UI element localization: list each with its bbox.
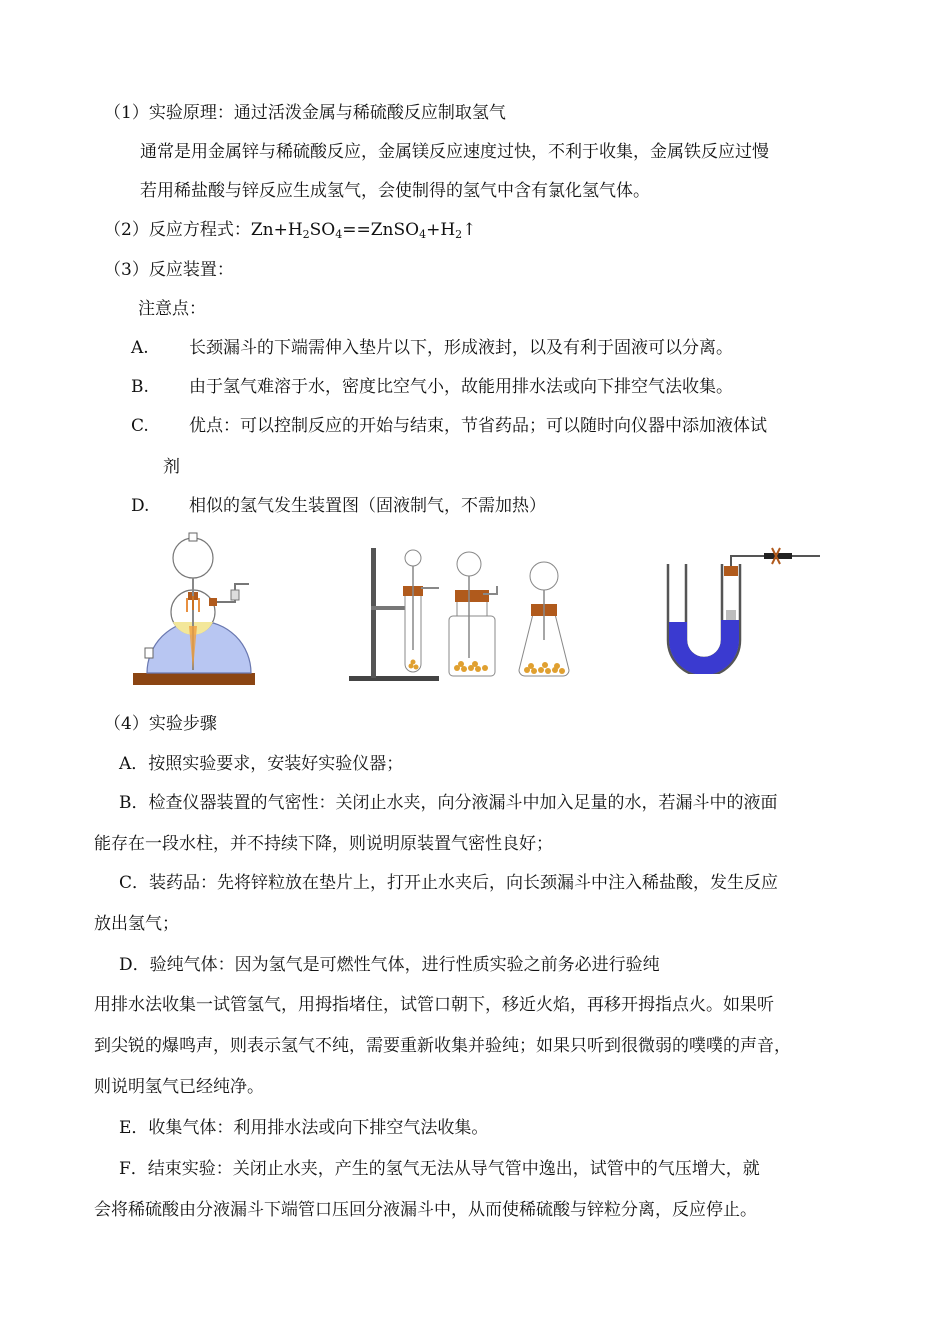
wooden-base — [133, 673, 255, 685]
tap — [231, 590, 239, 600]
notes-heading: 注意点： — [138, 299, 206, 319]
bottle-stopper — [455, 590, 489, 602]
u-tube-stopper — [724, 566, 738, 576]
u-tube-figure — [660, 544, 830, 674]
kipp-generator-figure — [125, 530, 265, 690]
apparatus-heading: （3）反应装置： — [104, 260, 234, 280]
principle-heading: （1）实验原理：通过活泼金属与稀硫酸反应制取氢气 — [104, 103, 506, 123]
note-c: C. 优点：可以控制反应的开始与结束，节省药品；可以随时向仪器中添加液体试 — [131, 416, 767, 436]
step-d-line-4: 则说明氢气已经纯净。 — [94, 1077, 264, 1097]
principle-line-2: 若用稀盐酸与锌反应生成氢气，会使制得的氢气中含有氯化氢气体。 — [140, 181, 650, 201]
flask-funnel-bulb — [530, 562, 558, 590]
step-c-line-1: C．装药品：先将锌粒放在垫片上，打开止水夹后，向长颈漏斗中注入稀盐酸，发生反应 — [119, 873, 779, 893]
step-d-line-1: D．验纯气体：因为氢气是可燃性气体，进行性质实验之前务必进行验纯 — [119, 955, 660, 975]
equation-line: （2）反应方程式：$Zn+H_2SO_4==ZnSO_4+H_2↑$ — [104, 220, 477, 241]
note-c-continued: 剂 — [163, 457, 180, 477]
step-d-line-2: 用排水法收集一试管氢气，用拇指堵住，试管口朝下，移近火焰，再移开拇指点火。如果听 — [94, 995, 774, 1015]
funnel-apparatus-figure — [345, 540, 595, 690]
tube-funnel-bulb — [405, 550, 421, 566]
step-c-line-2: 放出氢气； — [94, 914, 179, 934]
top-bulb — [173, 538, 213, 578]
note-a: A. 长颈漏斗的下端需伸入垫片以下，形成液封，以及有利于固液可以分离。 — [131, 338, 733, 358]
step-f-line-1: F．结束实验：关闭止水夹，产生的氢气无法从导气管中逸出，试管中的气压增大，就 — [119, 1159, 760, 1179]
stand-base — [349, 676, 439, 681]
step-d-line-3: 到尖锐的爆鸣声，则表示氢气不纯，需要重新收集并验纯；如果只听到很微弱的噗噗的声音， — [94, 1036, 791, 1056]
note-d: D. 相似的氢气发生装置图（固液制气，不需加热） — [131, 496, 546, 516]
stand-rod — [371, 548, 376, 678]
outlet-stopper — [209, 598, 217, 606]
step-e: E．收集气体：利用排水法或向下排空气法收集。 — [119, 1118, 489, 1138]
u-tube-inner — [686, 564, 722, 658]
zinc-pellet — [726, 610, 736, 620]
step-f-line-2: 会将稀硫酸由分液漏斗下端管口压回分液漏斗中，从而使稀硫酸与锌粒分离，反应停止。 — [94, 1200, 757, 1220]
note-b: B. 由于氢气难溶于水，密度比空气小，故能用排水法或向下排空气法收集。 — [131, 377, 733, 397]
step-a: A．按照实验要求，安装好实验仪器； — [119, 754, 404, 774]
bottle-funnel-bulb — [457, 552, 481, 576]
step-b-line-1: B．检查仪器装置的气密性：关闭止水夹，向分液漏斗中加入足量的水，若漏斗中的液面 — [119, 793, 778, 813]
top-stopper — [189, 533, 197, 541]
steps-heading: （4）实验步骤 — [104, 714, 217, 734]
step-b-line-2: 能存在一段水柱，并不持续下降，则说明原装置气密性良好； — [94, 834, 553, 854]
principle-line-1: 通常是用金属锌与稀硫酸反应，金属镁反应速度过快，不利于收集，金属铁反应过慢 — [140, 142, 769, 162]
side-outlet — [145, 648, 153, 658]
